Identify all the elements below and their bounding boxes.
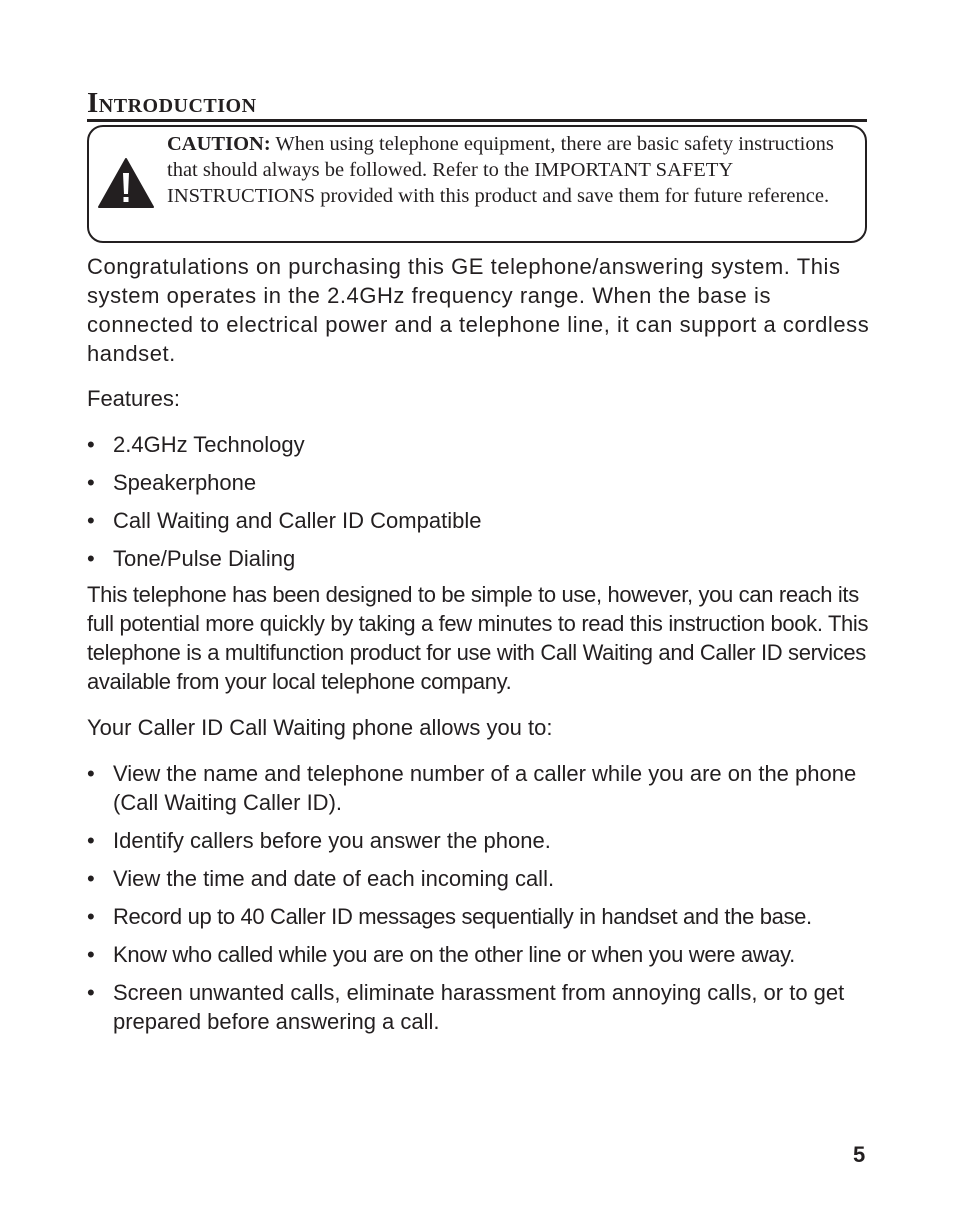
features-label: Features: xyxy=(87,386,180,411)
caution-box xyxy=(87,125,867,243)
caution-body: When using telephone equipment, there are basic safety instructions that should always be followed. Refer to the IMPORTANT SAFETY INSTRUCTIONS provided with this product and save them for future reference. xyxy=(167,133,834,207)
features-list xyxy=(87,430,877,573)
list-item: • Record up to 40 Caller ID messages sequentially in handset and the base. xyxy=(87,904,812,929)
heading-rule xyxy=(87,119,867,122)
list-item: • Tone/Pulse Dialing xyxy=(87,546,296,571)
page-number: 5 xyxy=(853,1142,866,1167)
section-title: Introduction xyxy=(87,87,257,119)
intro-paragraph: Congratulations on purchasing this GE telephone/answering system. This system operates in the 2.4GHz frequency range. When the base is connected to electrical power and a telephone line, it can support a cordless handset. xyxy=(87,254,870,366)
description-paragraph: This telephone has been designed to be simple to use, however, you can reach its full potential more quickly by taking a few minutes to read this instruction book. This telephone is a multifunction product for use with Call Waiting and Caller ID services available from your local telephone company. xyxy=(87,582,869,694)
caution-label: CAUTION: xyxy=(167,133,271,155)
list-item: • View the time and date of each incoming call. xyxy=(87,866,555,891)
list-item: • Identify callers before you answer the phone. xyxy=(87,828,551,853)
list-item: • Know who called while you are on the other line or when you were away. xyxy=(87,942,795,967)
list-item: • Call Waiting and Caller ID Compatible xyxy=(87,508,482,533)
list-item: • Speakerphone xyxy=(87,470,257,495)
warning-triangle-icon xyxy=(97,157,155,209)
list-item: • 2.4GHz Technology xyxy=(87,432,305,457)
list-item: • Screen unwanted calls, eliminate harassment from annoying calls, or to get prepared before answering a call. xyxy=(87,980,845,1034)
list-item: • View the name and telephone number of a caller while you are on the phone (Call Waiting Caller ID). xyxy=(87,761,857,815)
caution-text xyxy=(167,131,857,209)
capabilities-intro: Your Caller ID Call Waiting phone allows you to: xyxy=(87,715,553,740)
capabilities-list xyxy=(87,759,877,1036)
